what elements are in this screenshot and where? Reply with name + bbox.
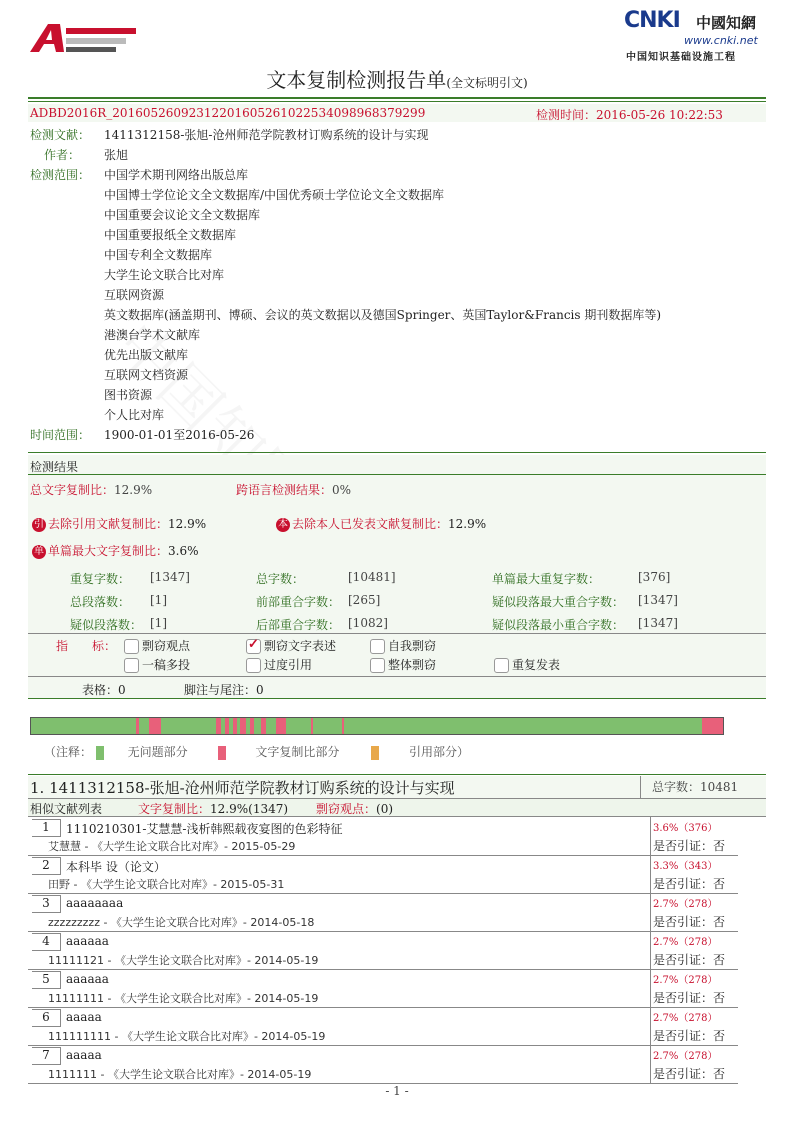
stat-value: [1347] — [638, 593, 678, 607]
result-percent: 3.3%（343） — [653, 861, 718, 872]
legend-cite-swatch — [371, 746, 379, 760]
result-number: 5 — [32, 971, 61, 989]
single-max-ratio: 单 单篇最大文字复制比：3.6% — [34, 544, 199, 558]
stat-value: [376] — [638, 570, 671, 584]
stat-label: 后部重合字数： — [256, 618, 341, 632]
divider — [28, 698, 766, 699]
footnote-count: 脚注与尾注：0 — [184, 683, 264, 697]
scope-item: 港澳台学术文献库 — [104, 328, 201, 342]
author-value: 张旭 — [104, 148, 129, 162]
indicator-self-plagiarism[interactable]: 自我剽窃 — [370, 637, 436, 654]
indicator-label: 指 标： — [56, 639, 117, 653]
result-title[interactable]: 本科毕 设（论文） — [66, 860, 166, 874]
indicator-plagiarize-idea[interactable]: 剽窃观点 — [124, 637, 190, 654]
exclude-self-ratio: 本 去除本人已发表文献复制比：12.9% — [278, 517, 487, 531]
result-number: 6 — [32, 1009, 61, 1027]
stat-label: 前部重合字数： — [256, 595, 341, 609]
stat-value: [1347] — [150, 570, 190, 584]
divider — [28, 97, 766, 99]
divider — [28, 101, 766, 102]
result-source: zzzzzzzzz - 《大学生论文联合比对库》- 2014-05-18 — [48, 916, 315, 929]
doc-value: 1411312158-张旭-沧州师范学院教材订购系统的设计与实现 — [104, 128, 429, 142]
list-item[interactable] — [28, 893, 738, 932]
copy-segment — [149, 718, 161, 734]
indicator-duplicate-publication[interactable]: 重复发表 — [494, 656, 560, 673]
result-number: 2 — [32, 857, 61, 875]
list-item[interactable] — [28, 1007, 738, 1046]
scope-label: 检测范围： — [30, 168, 91, 182]
divider — [28, 774, 766, 775]
legend-ok-swatch — [96, 746, 104, 760]
divider — [28, 676, 766, 677]
section-copy-ratio: 文字复制比：12.9%(1347) — [138, 802, 289, 816]
copy-segment — [136, 718, 139, 734]
legend: （注释： 无问题部分 文字复制比部分 引用部分） — [44, 745, 470, 759]
copy-segment — [702, 718, 723, 734]
result-number: 3 — [32, 895, 61, 913]
divider — [28, 633, 766, 634]
copy-segment — [216, 718, 220, 734]
result-source: 田野 - 《大学生论文联合比对库》- 2015-05-31 — [48, 878, 285, 891]
result-cite: 是否引证：否 — [653, 991, 726, 1005]
time-value: 1900-01-01至2016-05-26 — [104, 428, 255, 442]
scope-item: 中国学术期刊网络出版总库 — [104, 168, 249, 182]
result-number: 1 — [32, 819, 61, 837]
dan-badge-icon: 单 — [34, 545, 44, 557]
scope-item: 互联网资源 — [104, 288, 165, 302]
stat-value: [10481] — [348, 570, 396, 584]
checkbox-icon[interactable] — [370, 639, 385, 654]
checkbox-icon[interactable] — [246, 658, 261, 673]
result-number: 4 — [32, 933, 61, 951]
checkbox-icon[interactable] — [124, 639, 139, 654]
list-item[interactable] — [28, 1045, 738, 1084]
result-source: 11111121 - 《大学生论文联合比对库》- 2014-05-19 — [48, 954, 319, 967]
indicator-plagiarize-text[interactable]: ✓ 剽窃文字表述 — [246, 637, 336, 654]
result-title[interactable]: aaaaa — [66, 1048, 102, 1062]
stat-value: [1082] — [348, 616, 388, 630]
list-item[interactable] — [28, 931, 738, 970]
indicator-whole-plagiarism[interactable]: 整体剽窃 — [370, 656, 436, 673]
scope-item: 中国博士学位论文全文数据库/中国优秀硕士学位论文全文数据库 — [104, 188, 445, 202]
author-label: 作者： — [44, 148, 81, 162]
stat-label: 总段落数： — [70, 595, 131, 609]
list-item[interactable] — [28, 969, 738, 1008]
check-time: 检测时间：2016-05-26 10:22:53 — [536, 108, 723, 122]
result-source: 1111111 - 《大学生论文联合比对库》- 2014-05-19 — [48, 1068, 312, 1081]
similar-list-label: 相似文献列表 — [30, 802, 103, 816]
scope-item: 图书资源 — [104, 388, 153, 402]
results-header: 检测结果 — [30, 460, 79, 474]
time-label: 时间范围： — [30, 428, 91, 442]
result-number: 7 — [32, 1047, 61, 1065]
stat-label: 疑似段落数： — [70, 618, 143, 632]
doc-label: 检测文献： — [30, 128, 91, 142]
copy-segment — [240, 718, 246, 734]
legend-copy-swatch — [218, 746, 226, 760]
exclude-ref-ratio: 引 去除引用文献复制比：12.9% — [34, 517, 207, 531]
scope-item: 大学生论文联合比对库 — [104, 268, 225, 282]
copy-segment — [233, 718, 236, 734]
result-title[interactable]: 1110210301-艾慧慧-浅析韩熙载夜宴图的色彩特征 — [66, 822, 343, 836]
copy-segment — [311, 718, 313, 734]
copy-segment — [225, 718, 229, 734]
stat-value: [1] — [150, 616, 167, 630]
checkbox-icon[interactable] — [124, 658, 139, 673]
cnki-url: www.cnki.net — [684, 34, 758, 47]
cnki-logo — [620, 6, 770, 63]
total-copy-ratio: 总文字复制比：12.9% — [30, 483, 153, 497]
result-title[interactable]: aaaaaa — [66, 934, 109, 948]
cnki-big-text: CNKI — [624, 8, 680, 33]
cross-language-result: 跨语言检测结果：0% — [236, 483, 352, 497]
copy-segment — [250, 718, 254, 734]
stat-label: 重复字数： — [70, 572, 131, 586]
title-note: (全文标明引文) — [446, 76, 528, 90]
copy-segment — [276, 718, 286, 734]
list-item[interactable] — [28, 817, 738, 856]
report-title: 文本复制检测报告单(全文标明引文) — [266, 68, 528, 92]
result-percent: 2.7%（278） — [653, 975, 718, 986]
indicator-over-citation[interactable]: 过度引用 — [246, 656, 312, 673]
distribution-bar — [30, 717, 724, 735]
stat-value: [1] — [150, 593, 167, 607]
divider — [28, 452, 766, 453]
result-percent: 3.6%（376） — [653, 823, 718, 834]
page-number: - 1 - — [385, 1084, 409, 1098]
result-percent: 2.7%（278） — [653, 937, 718, 948]
section-plagiarism: 剽窃观点：(0) — [316, 802, 394, 816]
result-cite: 是否引证：否 — [653, 1029, 726, 1043]
result-title[interactable]: aaaaaaaa — [66, 896, 124, 910]
stat-value: [265] — [348, 593, 381, 607]
stat-label: 单篇最大重复字数： — [492, 572, 601, 586]
result-cite: 是否引证：否 — [653, 1067, 726, 1081]
result-percent: 2.7%（278） — [653, 1013, 718, 1024]
ben-badge-icon: 本 — [278, 518, 288, 530]
scope-item: 英文数据库(涵盖期刊、博硕、会议的英文数据以及德国Springer、英国Taylor&Francis 期刊数据库等) — [104, 308, 662, 322]
checkbox-icon[interactable] — [494, 658, 509, 673]
scope-item: 优先出版文献库 — [104, 348, 189, 362]
result-source: 艾慧慧 - 《大学生论文联合比对库》- 2015-05-29 — [48, 840, 296, 853]
scope-item: 中国重要报纸全文数据库 — [104, 228, 237, 242]
scope-item: 个人比对库 — [104, 408, 165, 422]
scope-item: 互联网文档资源 — [104, 368, 189, 382]
list-item[interactable] — [28, 855, 738, 894]
stat-value: [1347] — [638, 616, 678, 630]
amlc-logo — [30, 20, 140, 54]
copy-segment — [261, 718, 265, 734]
result-percent: 2.7%（278） — [653, 1051, 718, 1062]
copy-segment — [342, 718, 344, 734]
checkbox-checked-icon[interactable] — [246, 639, 261, 654]
indicator-multi-submission[interactable]: 一稿多投 — [124, 656, 190, 673]
result-source: 11111111 - 《大学生论文联合比对库》- 2014-05-19 — [48, 992, 319, 1005]
result-cite: 是否引证：否 — [653, 953, 726, 967]
scope-item: 中国重要会议论文全文数据库 — [104, 208, 261, 222]
checkbox-icon[interactable] — [370, 658, 385, 673]
result-percent: 2.7%（278） — [653, 899, 718, 910]
result-cite: 是否引证：否 — [653, 839, 726, 853]
cnki-subtitle: 中国知识基础设施工程 — [626, 52, 736, 63]
scope-item: 中国专利全文数据库 — [104, 248, 213, 262]
stat-label: 总字数： — [256, 572, 305, 586]
stat-label: 疑似段落最大重合字数： — [492, 595, 625, 609]
stat-label: 疑似段落最小重合字数： — [492, 618, 625, 632]
yin-badge-icon: 引 — [34, 518, 44, 530]
divider — [640, 776, 641, 798]
cnki-chinese-text: 中國知網 — [696, 14, 757, 32]
result-cite: 是否引证：否 — [653, 915, 726, 929]
table-count: 表格：0 — [82, 683, 126, 697]
section-total: 总字数：10481 — [652, 780, 739, 794]
result-title[interactable]: aaaaaa — [66, 972, 109, 986]
result-cite: 是否引证：否 — [653, 877, 726, 891]
result-source: 111111111 - 《大学生论文联合比对库》- 2014-05-19 — [48, 1030, 326, 1043]
report-id: ADBD2016R_20160526092312201605261022534098968379299 — [30, 106, 426, 120]
result-title[interactable]: aaaaa — [66, 1010, 102, 1024]
divider — [28, 474, 766, 475]
section-title: 1. 1411312158-张旭-沧州师范学院教材订购系统的设计与实现 — [30, 779, 455, 797]
